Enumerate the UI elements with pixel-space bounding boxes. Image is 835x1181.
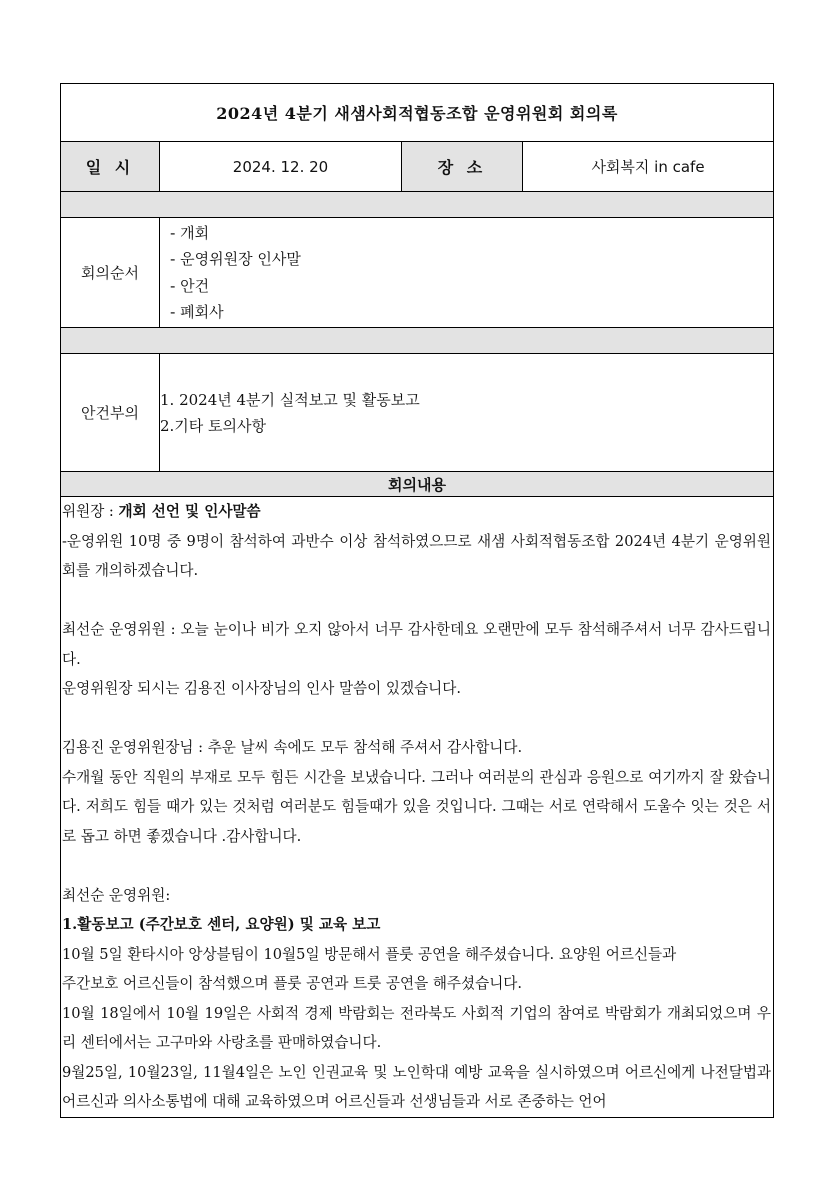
place-value: 사회복지 in cafe: [523, 142, 774, 192]
content-paragraph: -운영위원 10명 중 9명이 참석하여 과반수 이상 참석하였으므로 새샘 사회적협동조합 2024년 4분기 운영위원회를 개의하겠습니다.: [62, 532, 772, 579]
order-list: [160, 220, 773, 326]
order-item: - 개회: [170, 223, 210, 242]
meeting-minutes-document: [60, 83, 773, 1118]
content-paragraph: 운영위원장 되시는 김용진 이사장님의 인사 말씀이 있겠습니다.: [62, 680, 462, 697]
order-item: - 폐회사: [170, 303, 224, 321]
content-line: [62, 910, 771, 940]
bold-heading: 1.활동보고 (주간보호 센터, 요양원) 및 교육 보고: [62, 916, 381, 933]
agenda-label: 안건부의: [61, 354, 160, 472]
agenda-item: 2.기타 토의사항: [160, 416, 267, 435]
agenda-cell: [160, 354, 774, 472]
content-paragraph: 10월 18일에서 10월 19일은 사회적 경제 박람회는 전라북도 사회적 기업의 참여로 박람회가 개최되었으며 우리 센터에서는 고구마와 사랑초를 판매하였습니다.: [62, 1004, 772, 1051]
order-item: - 안건: [170, 276, 210, 295]
bold-heading: 개회 선언 및 인사말씀: [118, 503, 261, 520]
content-paragraph: 김용진 운영위원장님 : 추운 날씨 속에도 모두 참석해 주셔서 감사합니다.: [62, 739, 523, 756]
content-paragraph: 주간보호 어르신들이 참석했으며 플룻 공연과 트룻 공연을 해주셨습니다.: [62, 975, 523, 992]
content-header: 회의내용: [61, 472, 774, 497]
document-title: 2024년 4분기 새샘사회적협동조합 운영위원회 회의록: [61, 84, 774, 142]
content-paragraph: 최선순 운영위원 : 오늘 눈이나 비가 오지 않아서 너무 감사한데요 오랜만에 모두 참석해주셔서 너무 감사드립니다.: [62, 621, 772, 668]
order-cell: [160, 218, 774, 328]
date-value: 2024. 12. 20: [160, 142, 402, 192]
content-paragraph: 최선순 운영위원:: [62, 886, 171, 904]
content-paragraph: 10월 5일 환타시아 앙상블팀이 10월5일 방문해서 플룻 공연을 해주셨습니다. 요양원 어르신들과: [62, 945, 677, 963]
minutes-table: [60, 83, 774, 1118]
order-label: 회의순서: [61, 218, 160, 328]
content-cell: [61, 497, 774, 1118]
content-paragraph: 수개월 동안 직원의 부재로 모두 힘든 시간을 보냈습니다. 그러나 여러분의 관심과 응원으로 여기까지 잘 왔습니다. 저희도 힘들 때가 있는 것처럼 여러분도 힘들때가 있을 것입니다. 그때는 서로 연락해서 도울수 잇는 것은 서로 돕고 하면 좋겠습니다 .감사합니다.: [62, 768, 772, 845]
agenda-item: 1. 2024년 4분기 실적보고 및 활동보고: [160, 390, 420, 409]
order-item: - 운영위원장 인사말: [170, 250, 301, 268]
agenda-list: [160, 387, 773, 439]
content-paragraph: 9월25일, 10월23일, 11월4일은 노인 인권교육 및 노인학대 예방 교육을 실시하였으며 어르신에게 나전달법과 어르신과 의사소통법에 대해 교육하였으며 어르신들과 선생님들과 서로 존중하는 언어: [62, 1063, 772, 1110]
place-label: 장 소: [402, 142, 523, 192]
date-label: 일 시: [61, 142, 160, 192]
speaker-prefix: 위원장 :: [62, 503, 119, 520]
meeting-content: [61, 497, 773, 1117]
content-line: [62, 497, 771, 527]
spacer-row: [61, 328, 774, 354]
spacer-row: [61, 192, 774, 218]
